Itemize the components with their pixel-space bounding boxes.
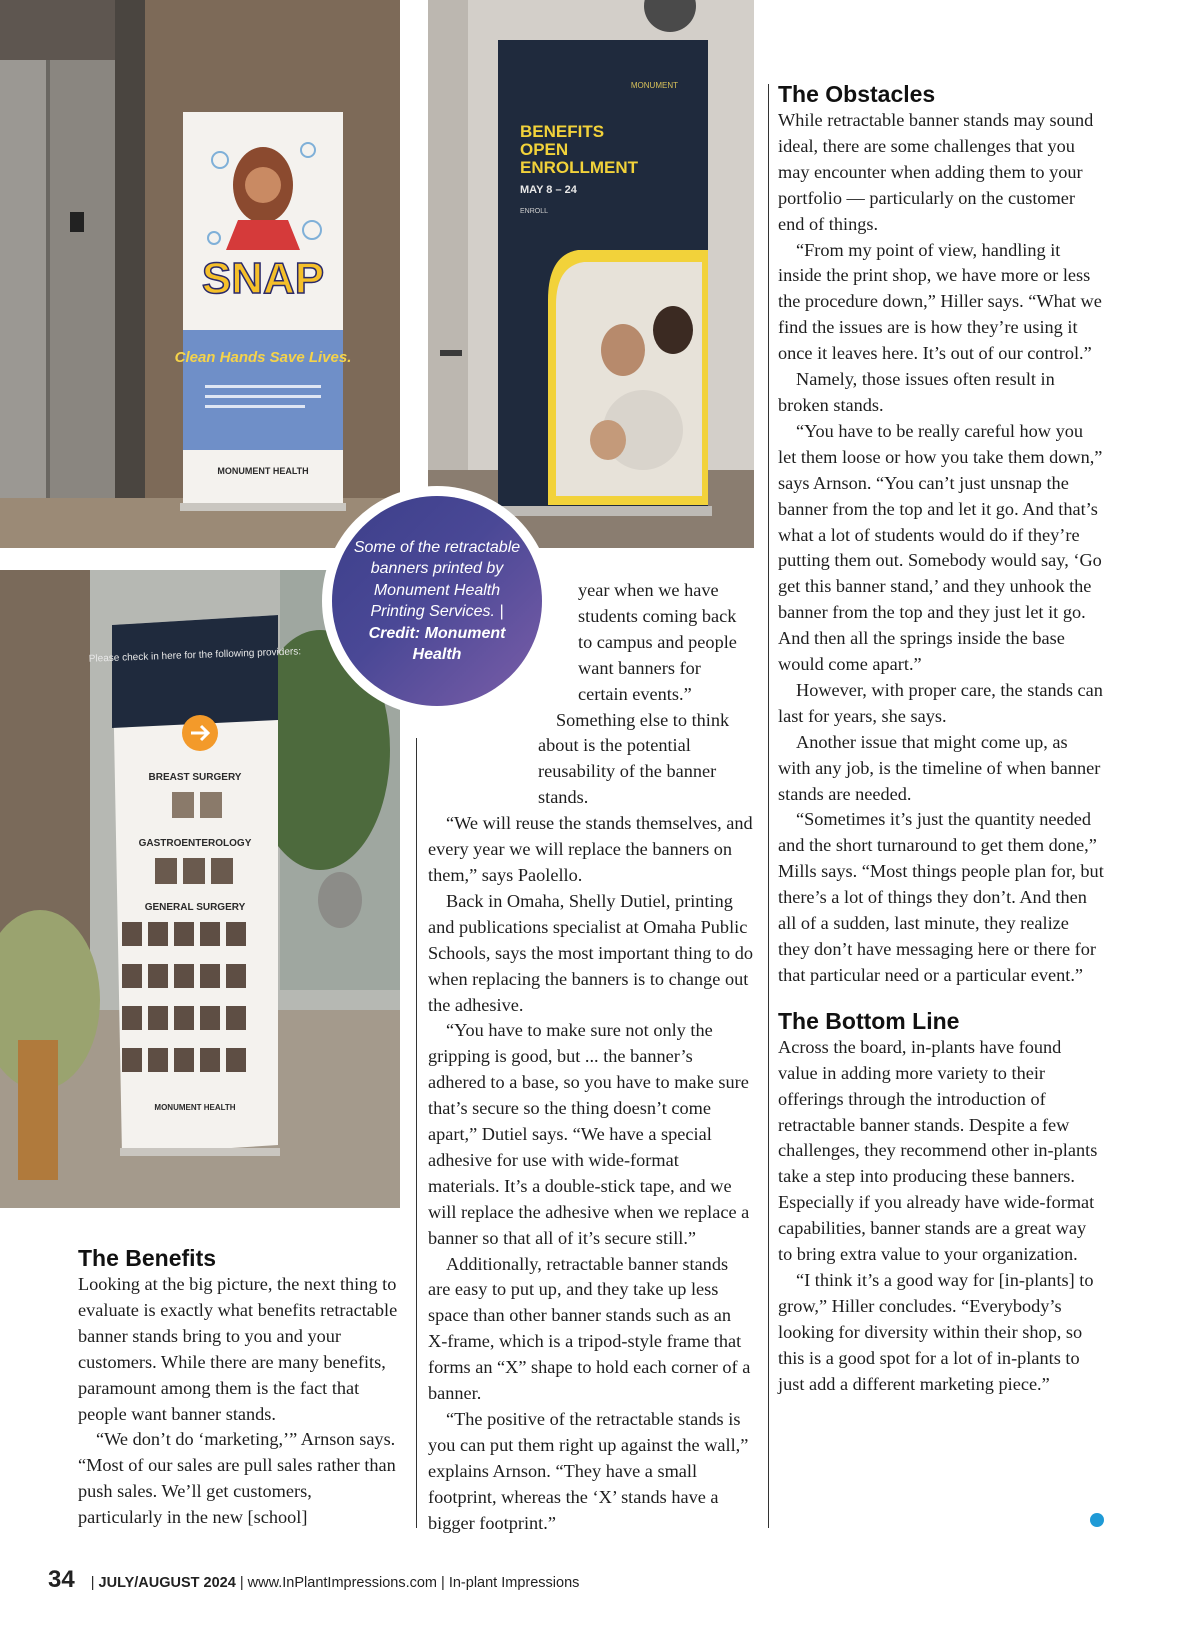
section-heading-obstacles: The Obstacles bbox=[778, 81, 936, 107]
paragraph: Another issue that might come up, as with any job, is the timeline of when banner stands are needed. bbox=[778, 731, 1101, 804]
photo-snap-banner bbox=[0, 0, 400, 548]
photo-providers-banner bbox=[0, 570, 400, 1208]
providers-header: Please check in here for the following providers: bbox=[88, 646, 302, 665]
paragraph: Namely, those issues often result in broken stands. bbox=[778, 369, 1055, 415]
enrollment-line-3: ENROLLMENT bbox=[520, 158, 639, 177]
enrollment-line-2: OPEN bbox=[520, 140, 569, 159]
page-footer: 34 | JULY/AUGUST 2024 | www.InPlantImpressions.com | In-plant Impressions bbox=[48, 1566, 580, 1593]
photo-credit: Credit: Monument Health bbox=[368, 624, 506, 663]
enrollment-enroll: ENROLL bbox=[520, 208, 549, 215]
enrollment-dates: MAY 8 – 24 bbox=[520, 184, 577, 196]
paragraph: “We will reuse the stands themselves, and every year we will replace the banners on them,” says Paolello. bbox=[428, 813, 753, 885]
page-number: 34 bbox=[48, 1566, 75, 1593]
column-rule bbox=[416, 738, 417, 1528]
column-rule bbox=[768, 84, 769, 1528]
paragraph: “The positive of the retractable stands is you can put them right up against the wall,” explains Arnson. “They have a small footprint, whereas the ‘X’ stands have a bigger footprint.” bbox=[428, 1409, 749, 1533]
photo-caption: Some of the retractable banners printed by Monument Health Printing Services. | Credit: Monument Health bbox=[353, 538, 521, 663]
paragraph: Across the board, in-plants have found value in adding more variety to their offerings through the introduction of retractable banner stands. Despite a few challenges, they recommend other in-plants take a step into producing these banners. Especially if you already have wide-format capabilities, banner stands are a great way to bring extra value to your organization. bbox=[778, 1036, 1098, 1265]
paragraph: Back in Omaha, Shelly Dutiel, printing and publications specialist at Omaha Public Schools, says the most important thing to do when replacing the banners is to change out the adhesive. bbox=[428, 890, 753, 1015]
paragraph: While retractable banner stands may sound ideal, there are some challenges that you may encounter when adding them to your portfolio — particularly on the customer end of things. bbox=[778, 110, 1094, 234]
paragraph: Additionally, retractable banner stands are easy to put up, and they take up less space than other banner stands such as an X-frame, which is a tripod-style frame that forms an “X” shape to hold each corner of a banner. bbox=[428, 1253, 751, 1404]
column-1 bbox=[78, 1244, 400, 1531]
end-of-article-mark bbox=[1090, 1513, 1104, 1527]
column-3 bbox=[778, 80, 1104, 1398]
providers-section-1: BREAST SURGERY bbox=[148, 772, 242, 783]
providers-brand: MONUMENT HEALTH bbox=[154, 1103, 236, 1112]
paragraph: year when we have students coming back to campus and people want banners for certain events.” bbox=[578, 580, 737, 704]
paragraph: However, with proper care, the stands can last for years, she says. bbox=[778, 679, 1103, 726]
snap-banner-title: SNAP bbox=[201, 254, 325, 303]
paragraph: “You have to be really careful how you let them loose or how you take them down,” says Arnson. “You can’t just unsnap the banner from the top and let it go. And that’s what a lot of students would do if they’re putting them out. Somebody would say, ‘Go get this banner stand,’ and they unhook the banner from the top and they just let it go. And then all the springs inside the base would come apart.” bbox=[778, 420, 1103, 675]
issue-date: JULY/AUGUST 2024 bbox=[98, 1575, 236, 1591]
paragraph: “Sometimes it’s just the quantity needed and the short turnaround to get them done,” Mills says. “Most things people plan for, but there’s a lot of things they don’t. And then all of a sudden, last minute, they realize they don’t have messaging here or there for that particular need or a particular event.” bbox=[778, 809, 1104, 985]
paragraph: Looking at the big picture, the next thing to evaluate is exactly what benefits retractable banner stands bring to you and your customers. While there are many benefits, paramount among them is the fact that people want banner stands. bbox=[78, 1274, 398, 1424]
providers-section-2: GASTROENTEROLOGY bbox=[138, 838, 252, 849]
paragraph: Something else to think about is the potential reusability of the banner stands. bbox=[538, 709, 730, 808]
website-link[interactable]: www.InPlantImpressions.com bbox=[247, 1575, 438, 1591]
snap-banner-tagline: Clean Hands Save Lives. bbox=[174, 349, 352, 366]
paragraph: “I think it’s a good way for [in-plants] to grow,” Hiller concludes. “Everybody’s looking for diversity within their shop, so this is a good spot for a lot of in-plants to just add a different marketing piece.” bbox=[778, 1269, 1094, 1394]
snap-banner-brand: MONUMENT HEALTH bbox=[217, 466, 309, 476]
section-heading-benefits: The Benefits bbox=[78, 1245, 217, 1271]
section-heading-bottom-line: The Bottom Line bbox=[778, 1007, 960, 1034]
providers-section-3: GENERAL SURGERY bbox=[144, 902, 246, 913]
paragraph: “From my point of view, handling it inside the print shop, we have more or less the procedure down,” Hiller says. “What we find the issues are is how they’re using it once it leaves here. It’s out of our control.” bbox=[778, 239, 1102, 364]
column-2 bbox=[428, 578, 754, 1537]
enrollment-line-1: BENEFITS bbox=[520, 122, 605, 141]
svg-text:MONUMENT: MONUMENT bbox=[630, 81, 678, 90]
paragraph: “You have to make sure not only the gripping is good, but ... the banner’s adhered to a base, so you have to make sure that’s secure so the thing doesn’t come apart,” Dutiel says. “We have a special adhesive for use with wide-format materials. It’s a double-stick tape, and we will replace the adhesive when we replace a banner so that all of it’s secure still.” bbox=[428, 1020, 750, 1248]
photo-enrollment-banner bbox=[428, 0, 754, 548]
paragraph: “We don’t do ‘marketing,’” Arnson says. “Most of our sales are pull sales rather than push sales. We’ll get customers, particularly in the new [school] bbox=[78, 1429, 396, 1528]
publication-name: In-plant Impressions bbox=[448, 1575, 580, 1591]
